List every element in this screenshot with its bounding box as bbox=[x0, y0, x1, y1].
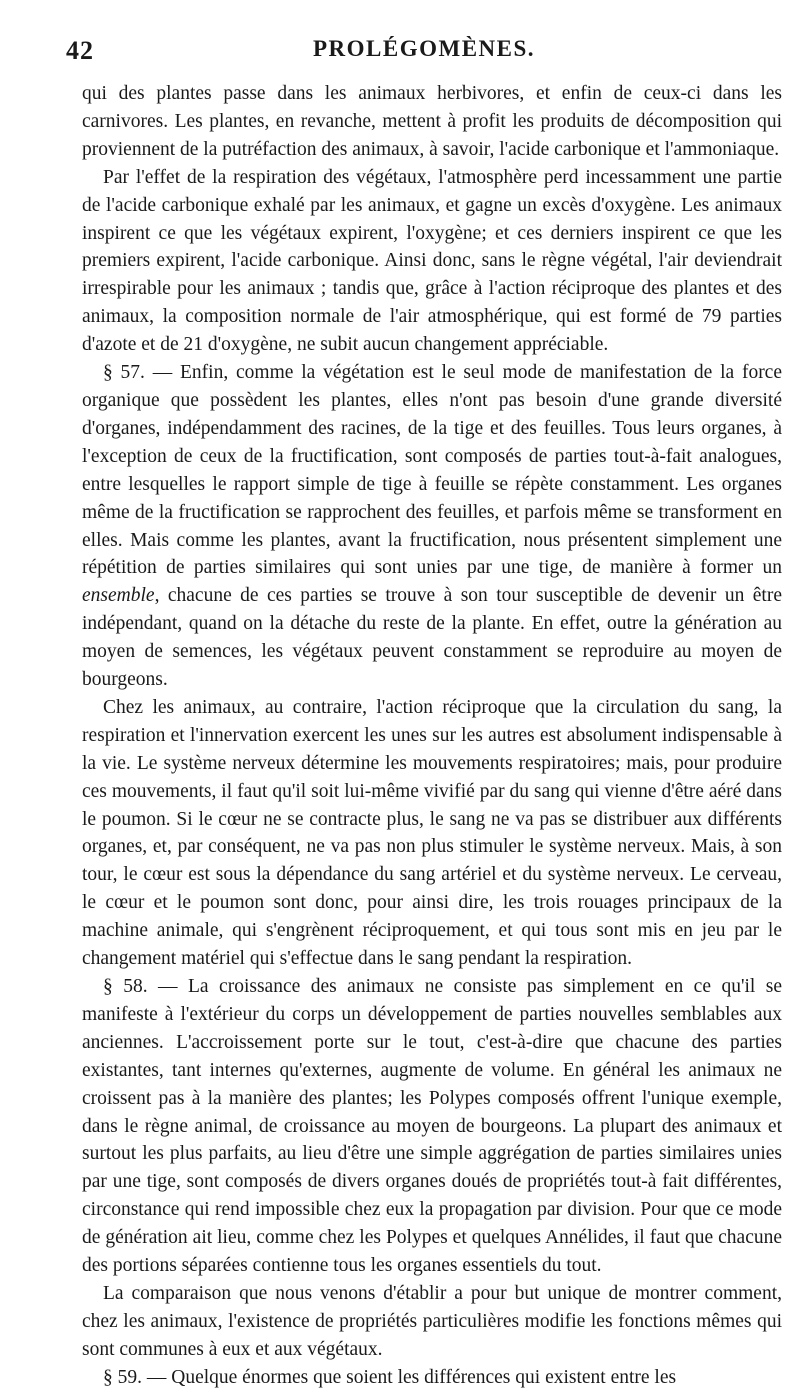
running-title: PROLÉGOMÈNES. bbox=[312, 36, 536, 61]
paragraph-text: La comparaison que nous venons d'établir a pour but unique de montrer comment, chez les animaux, l'existence de propriétés particulières modifie les fonctions mêmes qui sont communes à eux et aux végétaux. bbox=[82, 1282, 782, 1360]
section-number: § 57. bbox=[103, 362, 145, 384]
paragraph-respiration bbox=[82, 164, 782, 359]
paragraph-text-after: , chacune de ces parties se trouve à son tour susceptible de devenir un être indépendant, quand on la détache du reste de la plante. En effet, outre la génération au moyen de semences, les végétaux peuvent constamment se reproduire au moyen de bourgeons. bbox=[82, 585, 782, 691]
paragraph-text: — La croissance des animaux ne consiste pas simplement en ce qu'il se manifeste à l'extérieur du corps un développement de parties nouvelles semblables aux anciennes. L'accroissement porte sur le tout, c'est-à-dire que chacune des parties existantes, tant internes qu'externes, augmente de volume. En général les animaux ne croissent pas à la manière des plantes; les Polypes composés offrent l'unique exemple, dans le règne animal, de croissance au moyen de bourgeons. La plupart des animaux et surtout les plus parfaits, au lieu d'être une simple aggrégation de parties similaires unies par une tige, sont composés de divers organes doués de propriétés tout-à fait différentes, circonstance qui rend impossible chez eux la propagation par division. Pour que ce mode de génération ait lieu, comme chez les Polypes et quelques Annélides, il faut que chacune des portions séparées contienne tous les organes essentiels du tout. bbox=[82, 976, 783, 1277]
paragraph-comparaison bbox=[82, 1280, 782, 1364]
paragraph-text: Par l'effet de la respiration des végétaux, l'atmosphère perd incessamment une partie de l'acide carbonique exhalé par les animaux, et gagne un excès d'oxygène. Les animaux inspirent ce que les végétaux expirent, l'oxygène; et ces derniers inspirent ce que les premiers expirent, l'acide carbonique. Ainsi donc, sans le règne végétal, l'air deviendrait irrespirable pour les animaux ; tandis que, grâce à l'action réciproque des plantes et des animaux, la composition normale de l'air atmosphérique, qui est formé de 79 parties d'azote et de 21 d'oxygène, ne subit aucun changement appréciable. bbox=[82, 166, 782, 356]
page-number: 42 bbox=[66, 36, 94, 65]
section-number: § 58. bbox=[103, 976, 148, 997]
paragraph-text: qui des plantes passe dans les animaux herbivores, et enfin de ceux-ci dans les carnivores. Les plantes, en revanche, mettent à profit les produits de décomposition qui proviennent de la putréfaction des animaux, à savoir, l'acide carbonique et l'ammoniaque. bbox=[82, 83, 782, 160]
paragraph-continuation bbox=[82, 80, 782, 164]
running-head bbox=[66, 36, 782, 70]
paragraph-section-59 bbox=[82, 1364, 782, 1392]
paragraph-animaux bbox=[82, 694, 782, 973]
section-number: § 59. bbox=[103, 1366, 142, 1388]
paragraph-text: — Quelque énormes que soient les différences qui existent entre les bbox=[142, 1366, 677, 1388]
paragraph-text: Chez les animaux, au contraire, l'action réciproque que la circulation du sang, la respiration et l'innervation exercent les unes sur les autres est absolument indispensable à la vie. Le système nerveux détermine les mouvements respiratoires; mais, pour produire ces mouvements, il faut qu'il soit lui-même vivifié par du sang qui vienne d'être aéré dans le poumon. Si le cœur ne se contracte plus, le sang ne va pas se distribuer aux différents organes, et, par conséquent, ne va pas non plus stimuler le système nerveux. Mais, à son tour, le cœur est sous la dépendance du sang artériel et du système nerveux. Le cerveau, le cœur et le poumon sont donc, pour ainsi dire, les trois rouages principaux de la machine animale, qui s'engrènent réciproquement, et qui tous sont mis en jeu par le changement matériel qui s'effectue dans le sang pendant la respiration. bbox=[82, 696, 782, 970]
paragraph-section-57 bbox=[82, 359, 782, 694]
paragraph-text: — Enfin, comme la végétation est le seul mode de manifestation de la force organique que possèdent les plantes, elles n'ont pas besoin d'une grande diversité d'organes, indépendamment des racines, de la tige et des feuilles. Tous leurs organes, à l'exception de ceux de la fructification, sont composés de parties tout-à-fait analogues, entre lesquelles le rapport simple de tige à feuille se répète constamment. Les organes même de la fructification se rapprochent des feuilles, et parfois même se transforment en elles. Mais comme les plantes, avant la fructification, nous présentent simplement une répétition de parties similaires qui sont unies par une tige, de manière à former un bbox=[82, 362, 782, 579]
text-body bbox=[82, 80, 782, 1392]
emphasis-text: ensemble bbox=[82, 585, 155, 607]
paragraph-section-58 bbox=[82, 973, 782, 1280]
